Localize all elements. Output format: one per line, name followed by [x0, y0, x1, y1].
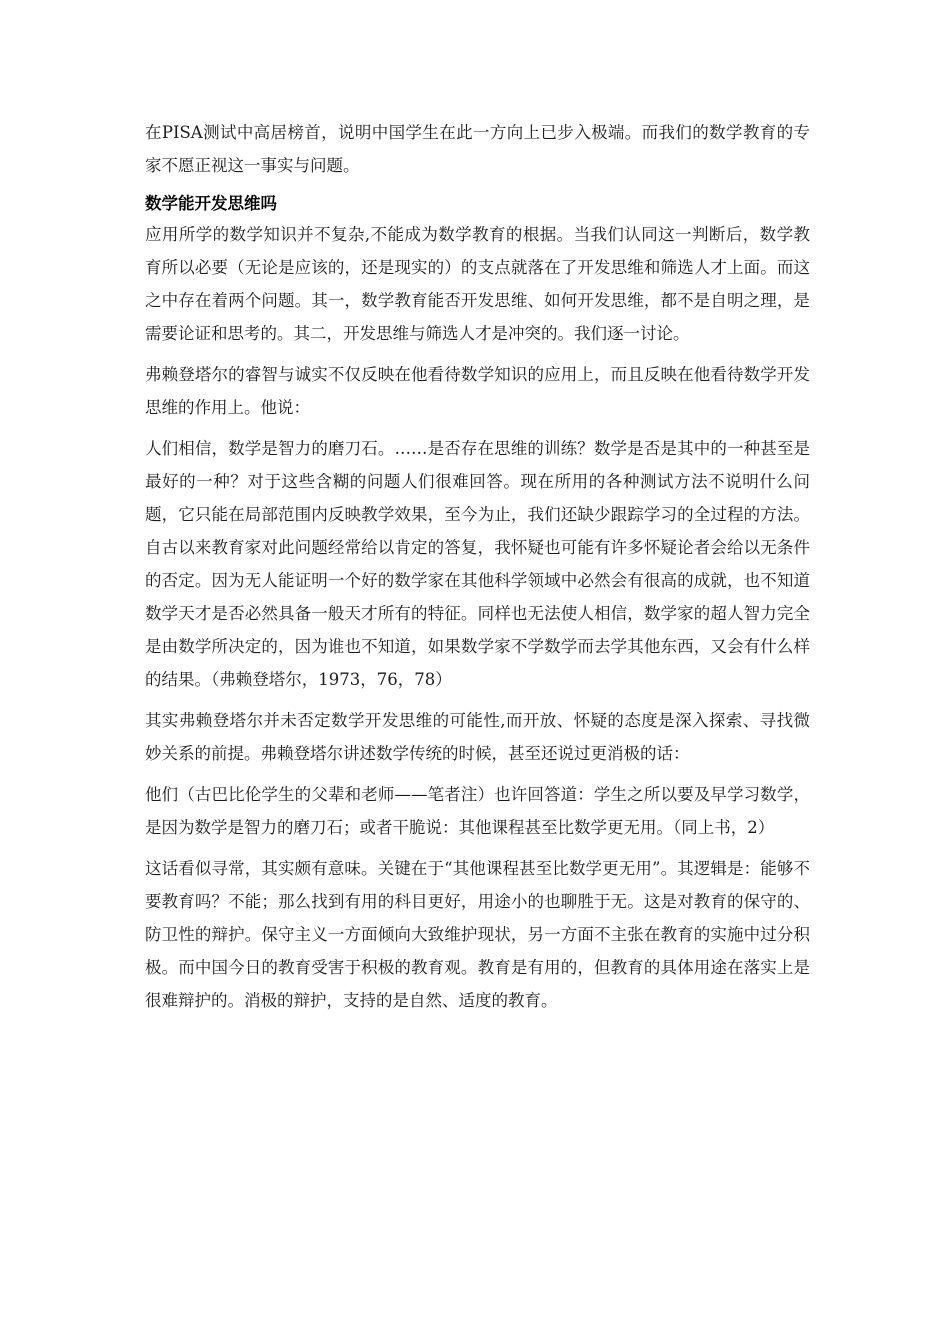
intro-paragraph: 在PISA测试中高居榜首，说明中国学生在此一方向上已步入极端。而我们的数学教育的专家不愿正视这一事实与问题。 — [145, 123, 810, 175]
quote-paragraph: 他们（古巴比伦学生的父辈和老师——笔者注）也许回答道：学生之所以要及早学习数学，是因为数学是智力的磨刀石；或者干脆说：其他课程甚至比数学更无用。（同上书，2） — [145, 785, 810, 837]
body-paragraph: 弗赖登塔尔的睿智与诚实不仅反映在他看待数学知识的应用上，而且反映在他看待数学开发思维的作用上。他说： — [145, 365, 810, 417]
quote-paragraph: 人们相信，数学是智力的磨刀石。……是否存在思维的训练？数学是否是其中的一种甚至是最好的一种？对于这些含糊的问题人们很难回答。现在所用的各种测试方法不说明什么问题，它只能在局部范围内反映教学效果，至今为止，我们还缺少跟踪学习的全过程的方法。自古以来教育家对此问题经常给以肯定的答复，我怀疑也可能有许多怀疑论者会给以无条件的否定。因为无人能证明一个好的数学家在其他科学领域中必然会有很高的成就，也不知道数学天才是否必然具备一般天才所有的特征。同样也无法使人相信，数学家的超人智力完全是由数学所决定的，因为谁也不知道，如果数学家不学数学而去学其他东西，又会有什么样的结果。（弗赖登塔尔，1973，76，78） — [145, 439, 810, 689]
document-body — [145, 116, 810, 1025]
body-paragraph: 这话看似寻常，其实颇有意味。关键在于“其他课程甚至比数学更无用”。其逻辑是：能够不要教育吗？不能；那么找到有用的科目更好，用途小的也聊胜于无。这是对教育的保守的、防卫性的辩护。保守主义一方面倾向大致维护现状，另一方面不主张在教育的实施中过分积极。而中国今日的教育受害于积极的教育观。教育是有用的，但教育的具体用途在落实上是很难辩护的。消极的辩护，支持的是自然、适度的教育。 — [145, 859, 810, 1010]
body-paragraph: 应用所学的数学知识并不复杂,不能成为数学教育的根据。当我们认同这一判断后，数学教育所以必要（无论是应该的，还是现实的）的支点就落在了开发思维和筛选人才上面。而这之中存在着两个问题。其一，数学教育能否开发思维、如何开发思维，都不是自明之理，是需要论证和思考的。其二，开发思维与筛选人才是冲突的。我们逐一讨论。 — [145, 225, 810, 343]
body-paragraph: 其实弗赖登塔尔并未否定数学开发思维的可能性,而开放、怀疑的态度是深入探索、寻找微妙关系的前提。弗赖登塔尔讲述数学传统的时候，甚至还说过更消极的话： — [145, 711, 810, 763]
section-heading: 数学能开发思维吗 — [145, 194, 277, 213]
